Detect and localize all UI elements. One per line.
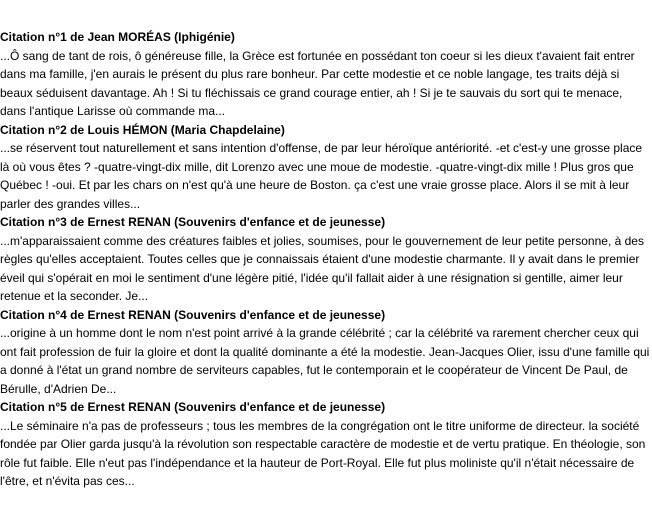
citation-item-3 — [0, 213, 652, 306]
citation-title: Citation n°2 de Louis HÉMON (Maria Chapdelaine) — [0, 122, 285, 137]
citation-text: ...Le séminaire n'a pas de professeurs ; tous les membres de la congrégation ont le titre uniforme de directeur. la société fondée par Olier garda jusqu'à la révolution son respectable caractère de modestie et de vertu pratique. En théologie, son rôle fut faible. Elle n'eut pas l'indépendance et la hauteur de Port-Royal. Elle fut plus moliniste qu'il n'était nécessaire de l'être, et n'évita pas ces... — [0, 418, 646, 488]
citation-item-4 — [0, 306, 652, 399]
citation-title: Citation n°4 de Ernest RENAN (Souvenirs d'enfance et de jeunesse) — [0, 307, 386, 322]
citation-text: ...origine à un homme dont le nom n'est point arrivé à la grande célébrité ; car la célébrité va rarement chercher ceux qui ont fait profession de fuir la gloire et dont la qualité dominante a été la modestie. Jean-Jacques Olier, issu d'une famille qui a donné à l'état un grand nombre de serviteurs capables, fut le contemporain et le coopérateur de Vincent De Paul, de Bérulle, d'Adrien De... — [0, 326, 650, 396]
citation-title: Citation n°1 de Jean MORÉAS (Iphigénie) — [0, 30, 235, 44]
citation-title: Citation n°5 de Ernest RENAN (Souvenirs d'enfance et de jeunesse) — [0, 400, 386, 414]
citation-title: Citation n°3 de Ernest RENAN (Souvenirs d'enfance et de jeunesse) — [0, 215, 386, 229]
citation-text: ...m'apparaissaient comme des créatures faibles et jolies, soumises, pour le gouvernement de leur petite personne, à des règles qu'elles acceptaient. Toutes celles que je connaissais étaient d'une modestie charmante. Il y avait dans le premier éveil qui s'opérait en moi le sentiment d'une légère pitié, l'idée qu'il fallait aider à une résignation si gentille, aimer leur retenue et la seconder. Je... — [0, 233, 644, 303]
citation-item-1 — [0, 28, 652, 121]
citation-text: ...Ô sang de tant de rois, ô généreuse fille, la Grèce est fortunée en possédant ton coeur si les dieux t'avaient fait entrer dans ma famille, j'en aurais le présent du plus rare bonheur. Par cette modestie et ce noble langage, tes traits déjà si beaux séduisent davantage. Ah ! Si tu fléchissais ce grand courage entier, ah ! Si je te sauvais du sort qui te menace, dans l'antique Larisse où commande ma... — [0, 48, 635, 118]
citation-item-2 — [0, 121, 652, 214]
citation-item-5 — [0, 398, 652, 491]
citation-text: ...se réservent tout naturellement et sans intention d'offense, de par leur héroïque antériorité. -et c'est-y une grosse place là où vous êtes ? -quatre-vingt-dix mille, dit Lorenzo avec une moue de modestie. -quatre-vingt-dix mille ! Plus gros que Québec ! -oui. Et par les chars on n'est qu'à une heure de Boston. ça c'est une vraie grosse place. Alors il se mit à leur parler des grandes villes... — [0, 141, 643, 211]
citation-list — [0, 28, 652, 491]
